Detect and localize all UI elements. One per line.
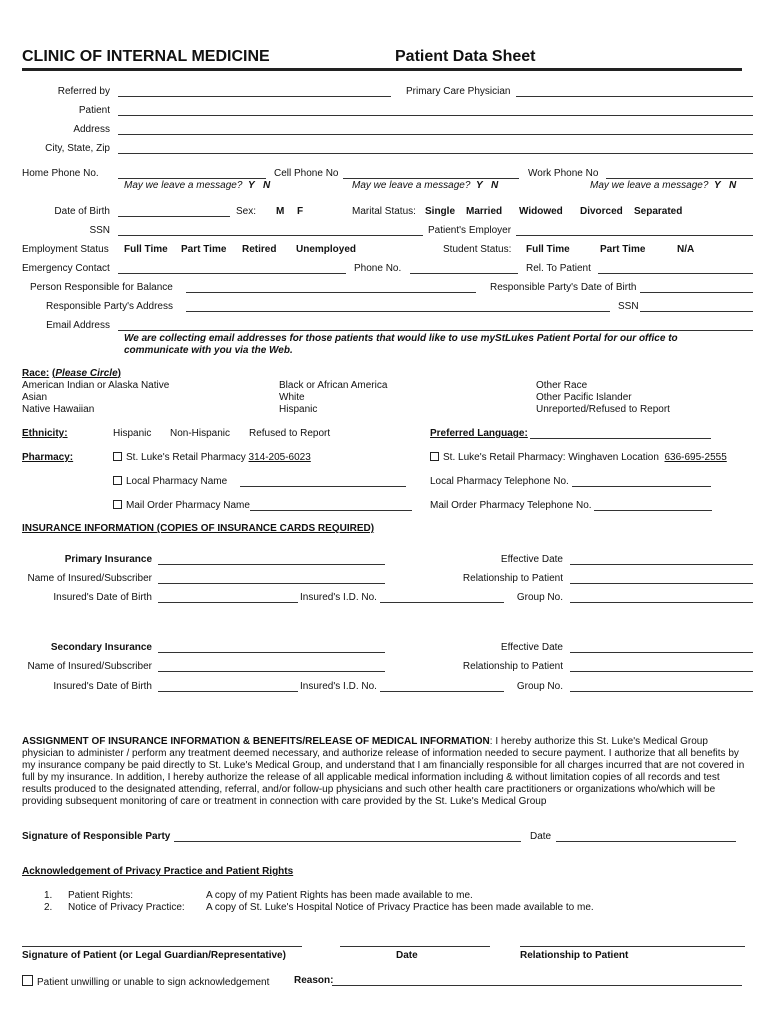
signature-patient-relationship-label: Relationship to Patient bbox=[520, 950, 629, 961]
assignment-heading: ASSIGNMENT OF INSURANCE INFORMATION & BENEFITS/RELEASE OF MEDICAL INFORMATION bbox=[22, 736, 490, 747]
pharmacy-retail-2[interactable]: St. Luke's Retail Pharmacy: Winghaven Location 636-695-2555 bbox=[430, 452, 727, 464]
work-phone-label: Work Phone No bbox=[528, 168, 599, 179]
mail-pharmacy-phone-label: Mail Order Pharmacy Telephone No. bbox=[430, 500, 592, 511]
race-option[interactable]: Asian bbox=[22, 392, 48, 403]
preferred-language-field[interactable] bbox=[530, 438, 711, 439]
ethnicity-non-hispanic[interactable]: Non-Hispanic bbox=[170, 428, 231, 439]
primary-insured-dob-label: Insured's Date of Birth bbox=[53, 592, 152, 603]
pcp-field[interactable] bbox=[516, 96, 753, 97]
local-pharmacy-name-field[interactable] bbox=[240, 486, 406, 487]
marital-divorced[interactable]: Divorced bbox=[580, 206, 623, 217]
race-option[interactable]: Native Hawaiian bbox=[22, 404, 95, 415]
marital-widowed[interactable]: Widowed bbox=[519, 206, 563, 217]
ack-item-number: 2. bbox=[44, 902, 53, 913]
sex-label: Sex: bbox=[236, 206, 257, 217]
primary-effective-date-field[interactable] bbox=[570, 564, 753, 565]
person-responsible-label: Person Responsible for Balance bbox=[30, 282, 173, 293]
home-phone-label: Home Phone No. bbox=[22, 168, 99, 179]
insurance-heading: INSURANCE INFORMATION (COPIES OF INSURANCE CARDS REQUIRED) bbox=[22, 523, 375, 534]
responsible-address-label: Responsible Party's Address bbox=[46, 301, 173, 312]
primary-insurance-label: Primary Insurance bbox=[64, 554, 152, 565]
ethnicity-refused[interactable]: Refused to Report bbox=[249, 428, 331, 439]
secondary-group-no-label: Group No. bbox=[516, 681, 563, 692]
race-option[interactable]: Hispanic bbox=[279, 404, 318, 415]
signature-responsible-label: Signature of Responsible Party bbox=[22, 831, 171, 842]
ack-item-text: A copy of St. Luke's Hospital Notice of Privacy Practice has been made available to me. bbox=[206, 902, 594, 913]
checkbox-icon[interactable] bbox=[22, 975, 33, 986]
signature-responsible-date-field[interactable] bbox=[556, 841, 736, 842]
header-rule bbox=[22, 68, 742, 71]
home-message-question: May we leave a message? Y N bbox=[124, 180, 271, 191]
signature-patient-date-field[interactable] bbox=[340, 946, 490, 947]
reason-field[interactable] bbox=[332, 985, 742, 986]
emergency-phone-field[interactable] bbox=[410, 273, 518, 274]
employment-part-time[interactable]: Part Time bbox=[181, 244, 227, 255]
checkbox-icon[interactable] bbox=[113, 476, 122, 485]
reason-label: Reason: bbox=[294, 975, 334, 986]
sheet-title: Patient Data Sheet bbox=[395, 48, 536, 65]
local-pharmacy-name-label: Local Pharmacy Name bbox=[113, 476, 227, 488]
employer-field[interactable] bbox=[516, 235, 753, 236]
pharmacy-label: Pharmacy: bbox=[22, 452, 74, 463]
responsible-ssn-label: SSN bbox=[618, 301, 639, 312]
primary-group-no-field[interactable] bbox=[570, 602, 753, 603]
secondary-effective-date-field[interactable] bbox=[570, 652, 753, 653]
emergency-contact-label: Emergency Contact bbox=[22, 263, 110, 274]
secondary-relationship-field[interactable] bbox=[570, 671, 753, 672]
secondary-insured-id-label: Insured's I.D. No. bbox=[300, 681, 377, 692]
checkbox-icon[interactable] bbox=[113, 452, 122, 461]
student-full-time[interactable]: Full Time bbox=[526, 244, 570, 255]
employment-full-time[interactable]: Full Time bbox=[124, 244, 168, 255]
ethnicity-hispanic[interactable]: Hispanic bbox=[113, 428, 152, 439]
home-phone-field[interactable] bbox=[118, 178, 266, 179]
pharmacy-retail-1[interactable]: St. Luke's Retail Pharmacy 314-205-6023 bbox=[113, 452, 311, 464]
ack-item-label: Notice of Privacy Practice: bbox=[68, 902, 185, 913]
cell-phone-field[interactable] bbox=[343, 178, 519, 179]
student-na[interactable]: N/A bbox=[677, 244, 695, 255]
email-note-line2: communicate with you via the Web. bbox=[124, 345, 293, 356]
primary-relationship-field[interactable] bbox=[570, 583, 753, 584]
primary-effective-date-label: Effective Date bbox=[500, 554, 563, 565]
race-label: Race: (Please Circle) bbox=[22, 368, 121, 379]
checkbox-icon[interactable] bbox=[430, 452, 439, 461]
employment-status-label: Employment Status bbox=[22, 244, 109, 255]
address-label: Address bbox=[73, 124, 110, 135]
signature-patient-label: Signature of Patient (or Legal Guardian/Representative) bbox=[22, 950, 286, 961]
race-option[interactable]: White bbox=[279, 392, 305, 403]
race-option[interactable]: Black or African America bbox=[279, 380, 388, 391]
work-message-question: May we leave a message? Y N bbox=[590, 180, 737, 191]
signature-patient-field[interactable] bbox=[22, 946, 302, 947]
marital-single[interactable]: Single bbox=[425, 206, 456, 217]
signature-patient-date-label: Date bbox=[396, 950, 418, 961]
primary-insured-id-label: Insured's I.D. No. bbox=[300, 592, 377, 603]
cell-message-question: May we leave a message? Y N bbox=[352, 180, 499, 191]
assignment-body: : I hereby authorize this St. Luke's Medical Group physician to administer / perform any treatment deemed necessary, and authorize release of information needed to secure payment. I authorize that all benefits by my insurance company be paid directly to St. Luke's Medical Group, and understand that I am financially responsible for all charges incurred that are not covered in full by my insurance. In addition, I hereby authorize the release of all applicable medical information including & without limitation copies of all records and test results produced to the designated attending, referral, and/or follow-up physicians and such other health care practitioners or organizations who/which will be providing subsequent monitoring of care or treatment in connection with care provided by the St. Luke's Medical Group bbox=[22, 736, 745, 807]
dob-field[interactable] bbox=[118, 216, 230, 217]
rel-to-patient-label: Rel. To Patient bbox=[526, 263, 591, 274]
secondary-group-no-field[interactable] bbox=[570, 691, 753, 692]
ssn-field[interactable] bbox=[118, 235, 423, 236]
primary-insurance-field[interactable] bbox=[158, 564, 385, 565]
signature-responsible-field[interactable] bbox=[174, 841, 521, 842]
referred-by-field[interactable] bbox=[118, 96, 391, 97]
clinic-title: CLINIC OF INTERNAL MEDICINE bbox=[22, 48, 270, 65]
student-status-label: Student Status: bbox=[443, 244, 512, 255]
marital-married[interactable]: Married bbox=[466, 206, 503, 217]
assignment-paragraph bbox=[22, 736, 750, 808]
rel-to-patient-field[interactable] bbox=[598, 273, 753, 274]
checkbox-icon[interactable] bbox=[113, 500, 122, 509]
referred-by-label: Referred by bbox=[57, 86, 110, 97]
ssn-label: SSN bbox=[89, 225, 110, 236]
secondary-insured-name-label: Name of Insured/Subscriber bbox=[27, 661, 152, 672]
emergency-contact-field[interactable] bbox=[118, 273, 346, 274]
city-state-zip-field[interactable] bbox=[118, 153, 753, 154]
ack-item-number: 1. bbox=[44, 890, 53, 901]
acknowledgement-heading: Acknowledgement of Privacy Practice and Patient Rights bbox=[22, 866, 294, 877]
ethnicity-label: Ethnicity: bbox=[22, 428, 68, 439]
race-option[interactable]: Unreported/Refused to Report bbox=[536, 404, 670, 415]
signature-responsible-date-label: Date bbox=[530, 831, 552, 842]
employer-label: Patient's Employer bbox=[428, 225, 512, 236]
city-state-zip-label: City, State, Zip bbox=[45, 143, 110, 154]
employment-retired[interactable]: Retired bbox=[242, 244, 277, 255]
local-pharmacy-phone-label: Local Pharmacy Telephone No. bbox=[430, 476, 569, 487]
email-field[interactable] bbox=[118, 330, 753, 331]
ack-item-text: A copy of my Patient Rights has been made available to me. bbox=[206, 890, 473, 901]
employment-unemployed[interactable]: Unemployed bbox=[296, 244, 357, 255]
secondary-insurance-label: Secondary Insurance bbox=[50, 642, 152, 653]
dob-label: Date of Birth bbox=[54, 206, 110, 217]
responsible-address-field[interactable] bbox=[186, 311, 610, 312]
mail-pharmacy-phone-field[interactable] bbox=[594, 510, 712, 511]
mail-pharmacy-name-field[interactable] bbox=[250, 510, 412, 511]
primary-insured-dob-field[interactable] bbox=[158, 602, 298, 603]
sex-option-m[interactable]: M bbox=[276, 206, 285, 217]
primary-group-no-label: Group No. bbox=[516, 592, 563, 603]
mail-pharmacy-name-label: Mail Order Pharmacy Name bbox=[113, 500, 250, 512]
marital-status-label: Marital Status: bbox=[352, 206, 416, 217]
patient-field[interactable] bbox=[118, 115, 753, 116]
responsible-ssn-field[interactable] bbox=[640, 311, 753, 312]
secondary-insured-dob-field[interactable] bbox=[158, 691, 298, 692]
local-pharmacy-phone-field[interactable] bbox=[572, 486, 711, 487]
secondary-insured-dob-label: Insured's Date of Birth bbox=[53, 681, 152, 692]
patient-label: Patient bbox=[78, 105, 110, 116]
marital-separated[interactable]: Separated bbox=[634, 206, 683, 217]
person-responsible-field[interactable] bbox=[186, 292, 476, 293]
race-option[interactable]: Other Race bbox=[536, 380, 588, 391]
primary-insured-name-field[interactable] bbox=[158, 583, 385, 584]
primary-relationship-label: Relationship to Patient bbox=[462, 573, 563, 584]
email-label: Email Address bbox=[46, 320, 110, 331]
email-note-line1: We are collecting email addresses for those patients that would like to use myStLukes Patient Portal for our office to bbox=[124, 333, 678, 344]
address-field[interactable] bbox=[118, 134, 753, 135]
preferred-language-label: Preferred Language: bbox=[430, 428, 528, 439]
responsible-dob-field[interactable] bbox=[640, 292, 753, 293]
secondary-insurance-field[interactable] bbox=[158, 652, 385, 653]
pcp-label: Primary Care Physician bbox=[406, 86, 511, 97]
primary-insured-name-label: Name of Insured/Subscriber bbox=[27, 573, 152, 584]
student-part-time[interactable]: Part Time bbox=[600, 244, 646, 255]
ack-item-label: Patient Rights: bbox=[68, 890, 134, 901]
signature-patient-relationship-field[interactable] bbox=[520, 946, 745, 947]
responsible-dob-label: Responsible Party's Date of Birth bbox=[490, 282, 637, 293]
secondary-insured-name-field[interactable] bbox=[158, 671, 385, 672]
secondary-effective-date-label: Effective Date bbox=[500, 642, 563, 653]
unable-to-sign-option[interactable]: Patient unwilling or unable to sign acknowledgement bbox=[22, 975, 269, 989]
cell-phone-label: Cell Phone No bbox=[274, 168, 339, 179]
race-option[interactable]: American Indian or Alaska Native bbox=[22, 380, 170, 391]
emergency-phone-label: Phone No. bbox=[354, 263, 402, 274]
work-phone-field[interactable] bbox=[606, 178, 753, 179]
sex-option-f[interactable]: F bbox=[297, 206, 304, 217]
secondary-relationship-label: Relationship to Patient bbox=[462, 661, 563, 672]
race-option[interactable]: Other Pacific Islander bbox=[536, 392, 632, 403]
